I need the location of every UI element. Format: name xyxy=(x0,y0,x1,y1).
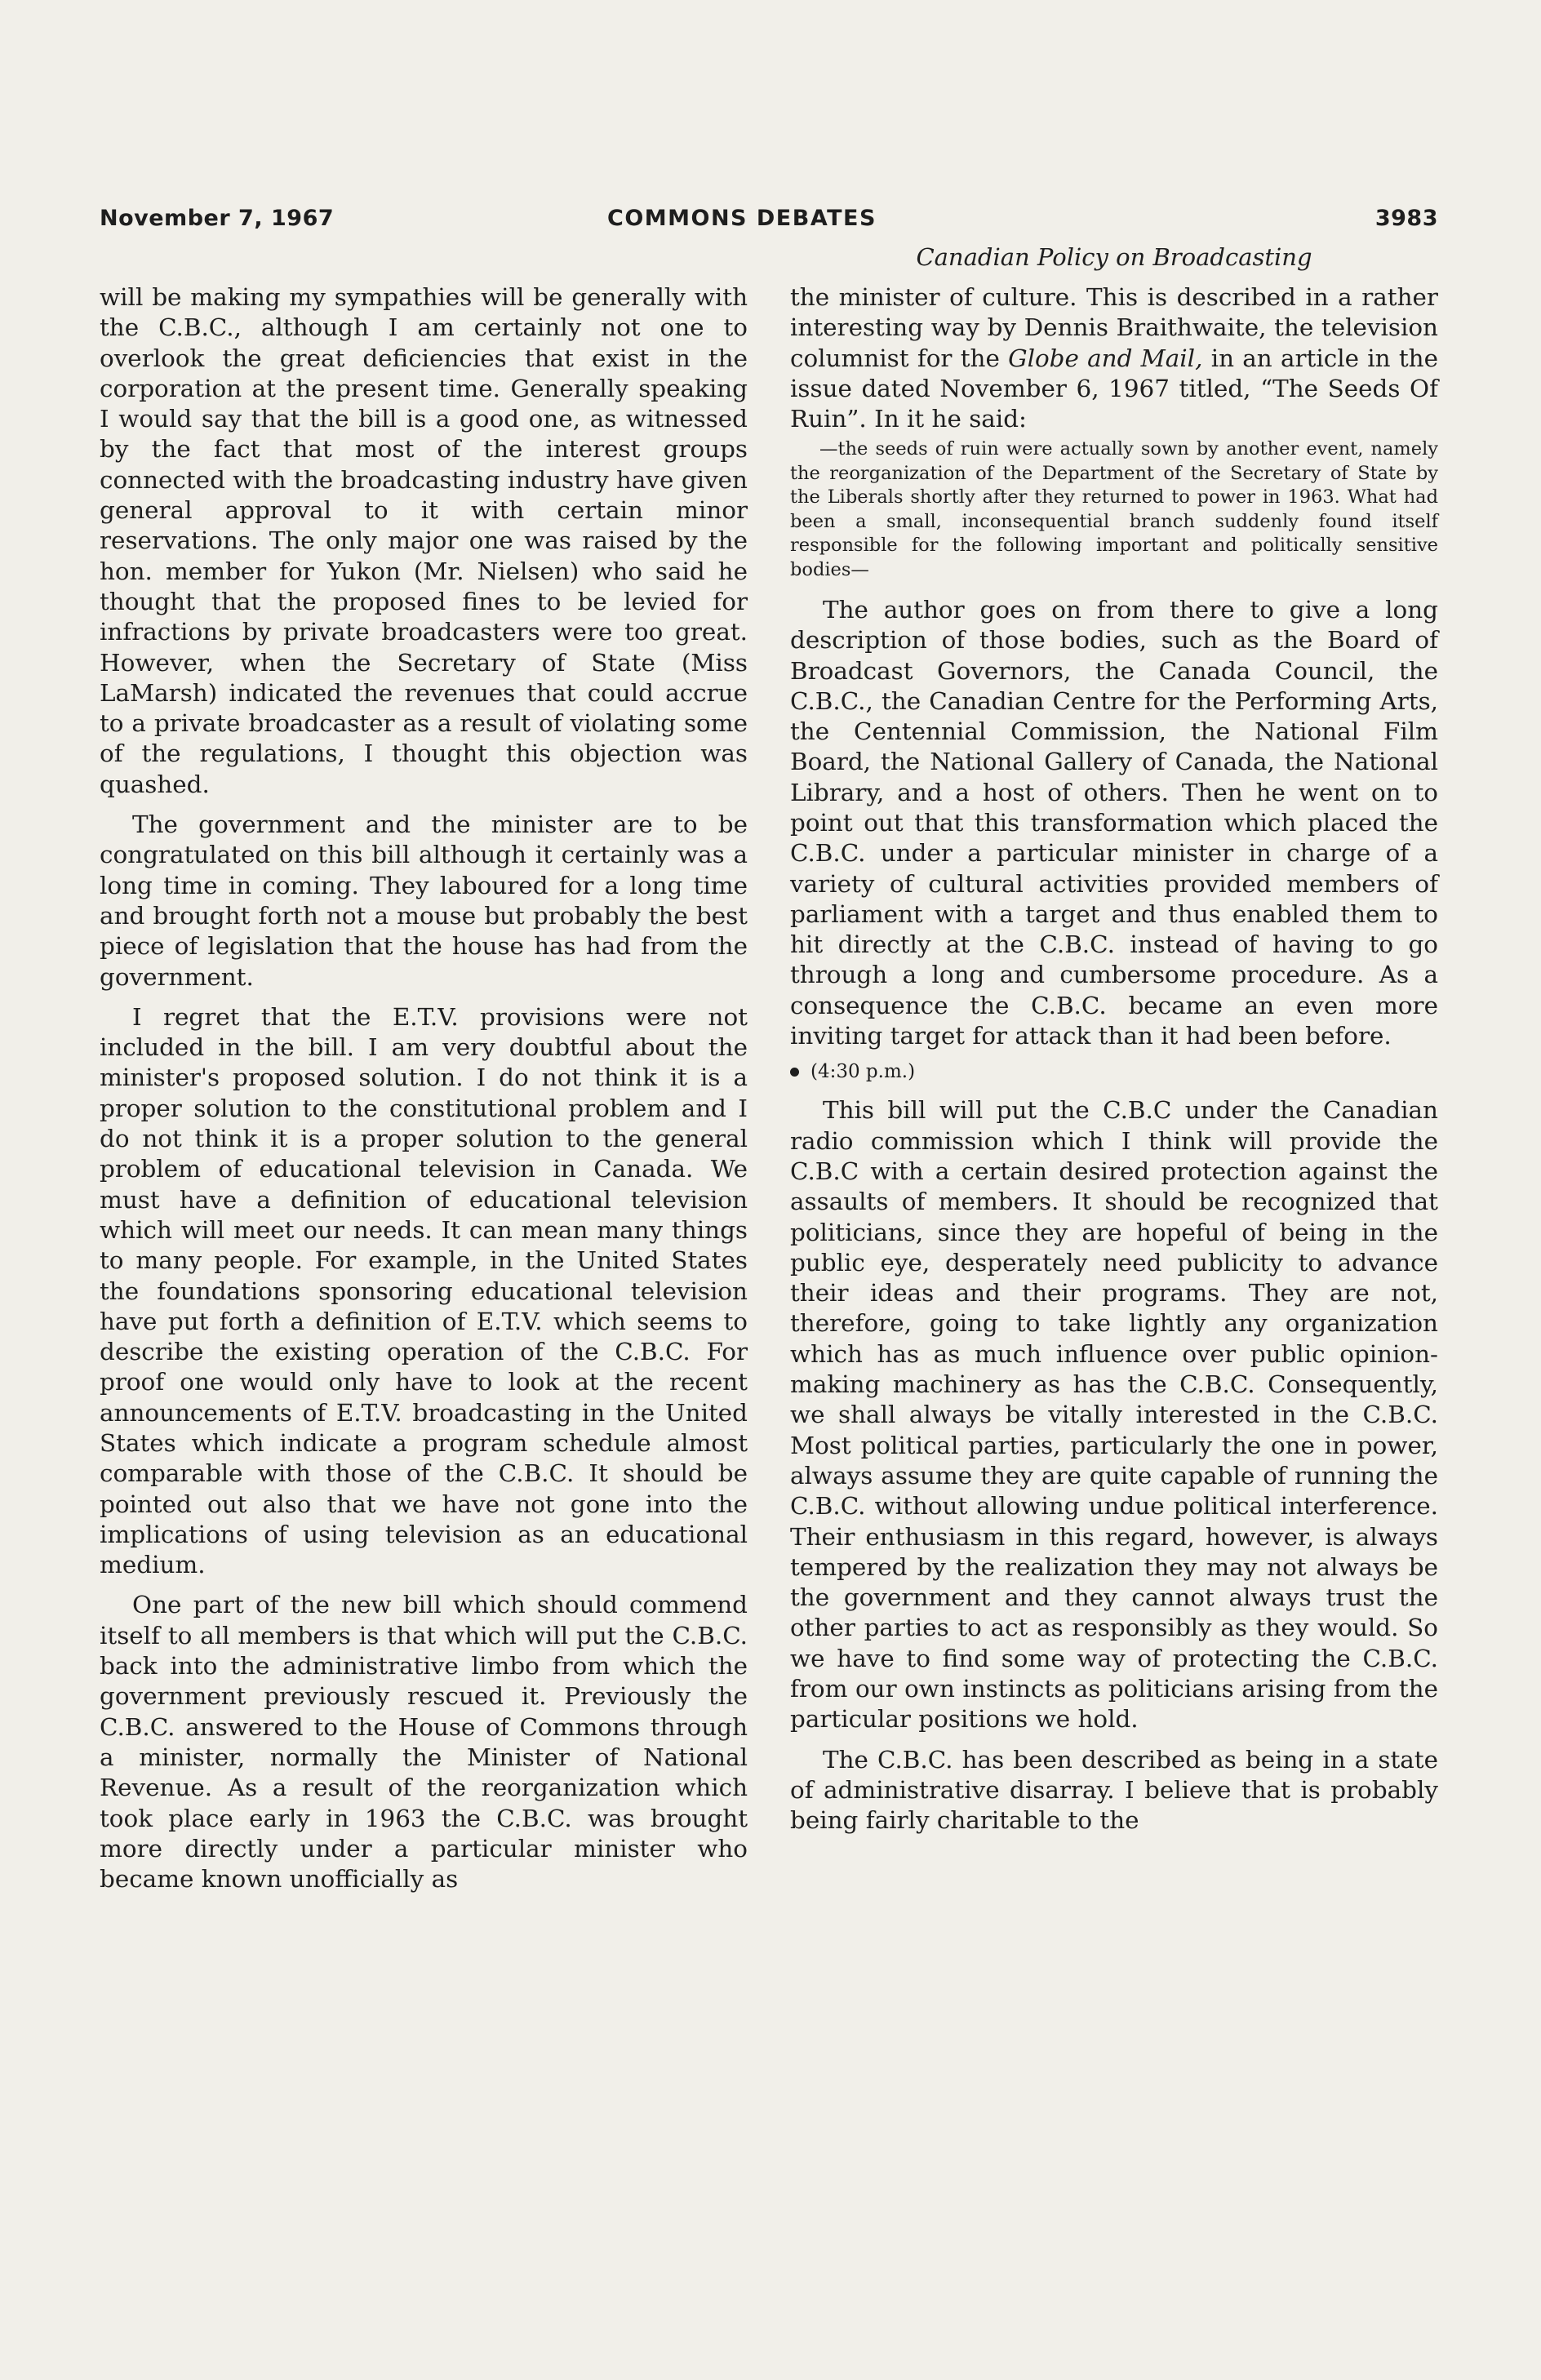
time-stamp xyxy=(790,1059,1438,1084)
paragraph: The author goes on from there to give a long description of those bodies, such as the Board of Broadcast Governors, the Canada Council, the C.B.C., the Canadian Centre for the Performing Arts, the Centennial Commission, the National Film Board, the National Gallery of Canada, the National Library, and a host of others. Then he went on to point out that this transformation which placed the C.B.C. under a particular minister in charge of a variety of cultural activities provided members of parliament with a target and thus enabled them to hit directly at the C.B.C. instead of having to go through a long and cumbersome procedure. As a consequence the C.B.C. became an even more inviting target for attack than it had been before. xyxy=(790,595,1438,1050)
paragraph-text: in an article in the issue dated November 6, 1967 titled, “The Seeds Of Ruin”. In it he said: xyxy=(790,344,1438,433)
bullet-icon xyxy=(790,1068,799,1077)
newspaper-title: Globe and Mail, xyxy=(1008,344,1203,372)
paragraph xyxy=(790,282,1438,434)
right-column xyxy=(790,282,1438,1836)
paragraph: The C.B.C. has been described as being in a state of administrative disarray. I believe that is probably being fairly charitable to the xyxy=(790,1745,1438,1835)
paragraph: This bill will put the C.B.C under the Canadian radio commission which I think will provide the C.B.C with a certain desired protection against the assaults of members. It should be recognized that politicians, since they are hopeful of being in the public eye, desperately need publicity to advance their ideas and their programs. They are not, therefore, going to take lightly any organization which has as much influence over public opinion-making machinery as has the C.B.C. Consequently, we shall always be vitally interested in the C.B.C. Most political parties, particularly the one in power, always assume they are quite capable of running the C.B.C. without allowing undue political interference. Their enthusiasm in this regard, however, is always tempered by the realization they may not always be the government and they cannot always trust the other parties to act as responsibly as they would. So we have to find some way of protecting the C.B.C. from our own instincts as politicians arising from the particular positions we hold. xyxy=(790,1096,1438,1734)
header-title: COMMONS DEBATES xyxy=(607,206,877,231)
paragraph: One part of the new bill which should commend itself to all members is that which will put the C.B.C. back into the administrative limbo from which the government previously rescued it. Previously the C.B.C. answered to the House of Commons through a minister, normally the Minister of National Revenue. As a result of the reorganization which took place early in 1963 the C.B.C. was brought more directly under a particular minister who became known unofficially as xyxy=(100,1591,748,1894)
paragraph-text: the minister of culture. This is described in a rather interesting way by Dennis Braithwaite, the television columnist for the xyxy=(790,283,1438,372)
left-column xyxy=(100,282,748,1894)
page-number: 3983 xyxy=(1374,206,1438,231)
header-date: November 7, 1967 xyxy=(100,206,335,231)
block-quote: —the seeds of ruin were actually sown by another event, namely the reorganization of the Department of the Secretary of State by the Liberals shortly after they returned to power in 1963. What had been a small, inconsequential branch suddenly found itself responsible for the following important and politically sensitive bodies— xyxy=(790,438,1438,580)
page-header xyxy=(100,206,1438,238)
paragraph: will be making my sympathies will be generally with the C.B.C., although I am certainly not one to overlook the great deficiencies that exist in the corporation at the present time. Generally speaking I would say that the bill is a good one, as witnessed by the fact that most of the interest groups connected with the broadcasting industry have given general approval to it with certain minor reservations. The only major one was raised by the hon. member for Yukon (Mr. Nielsen) who said he thought that the proposed fines to be levied for infractions by private broadcasters were too great. However, when the Secretary of State (Miss LaMarsh) indicated the revenues that could accrue to a private broadcaster as a result of violating some of the regulations, I thought this objection was quashed. xyxy=(100,283,748,798)
paragraph: I regret that the E.T.V. provisions were not included in the bill. I am very doubtful about the minister's proposed solution. I do not think it is a proper solution to the constitutional problem and I do not think it is a proper solution to the general problem of educational television in Canada. We must have a definition of educational television which will meet our needs. It can mean many things to many people. For example, in the United States the foundations sponsoring educational television have put forth a definition of E.T.V. which seems to describe the existing operation of the C.B.C. For proof one would only have to look at the recent announcements of E.T.V. broadcasting in the United States which indicate a program schedule almost comparable with those of the C.B.C. It should be pointed out also that we have not gone into the implications of using television as an educational medium. xyxy=(100,1002,748,1579)
section-subheading: Canadian Policy on Broadcasting xyxy=(916,243,1312,271)
time-stamp-text: (4:30 p.m.) xyxy=(810,1061,916,1083)
paragraph: The government and the minister are to be congratulated on this bill although it certainly was a long time in coming. They laboured for a long time and brought forth not a mouse but probably the best piece of legislation that the house has had from the government. xyxy=(100,810,748,991)
